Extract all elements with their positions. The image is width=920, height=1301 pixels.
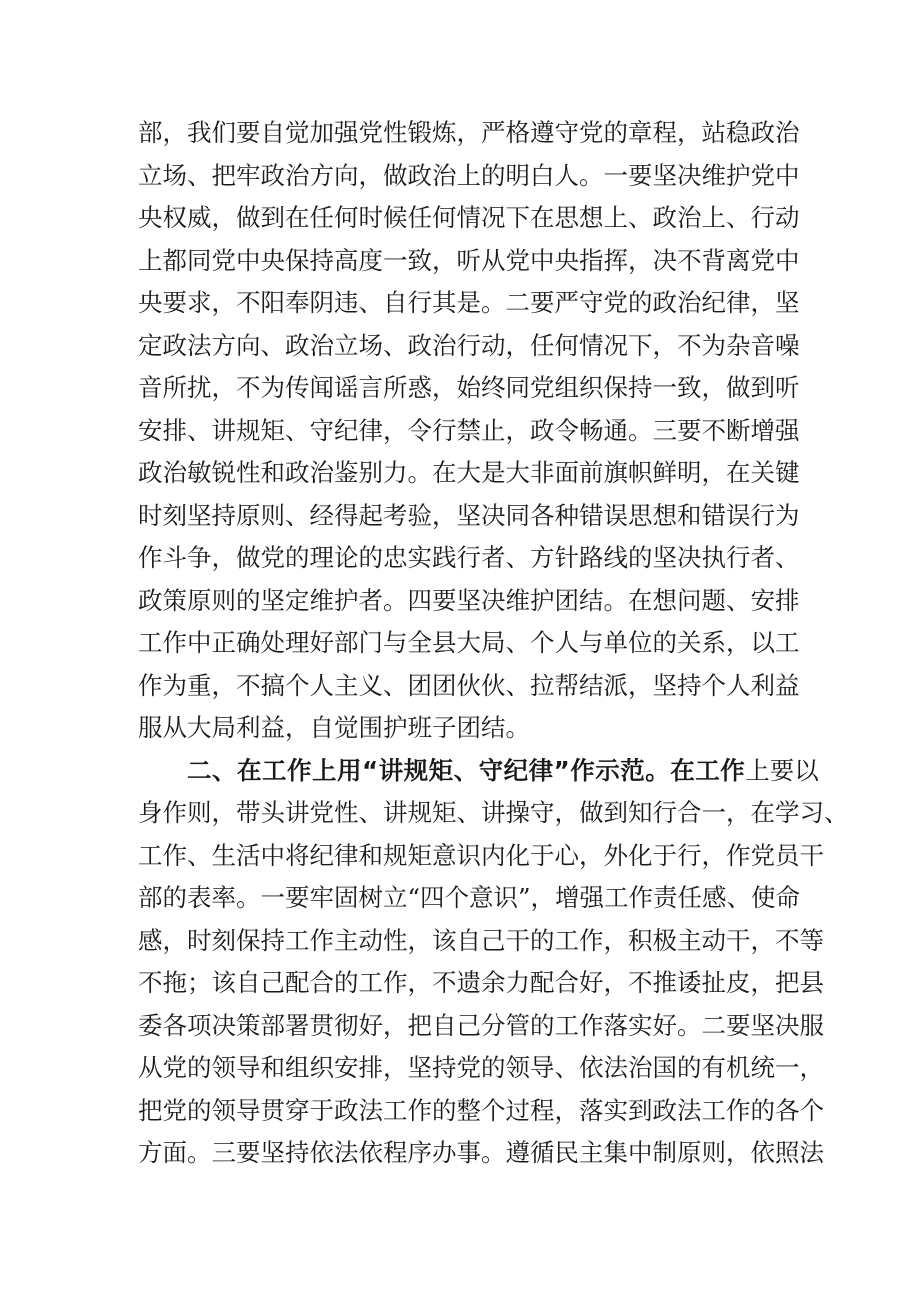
text-line: 委各项决策部署贯彻好，把自己分管的工作落实好。二要坚决服 [138, 1010, 824, 1040]
text-line: 音所扰，不为传闻谣言所惑，始终同党组织保持一致，做到听 [138, 373, 800, 402]
text-line: 政治敏锐性和政治鉴别力。在大是大非面前旗帜鲜明，在关键 [138, 458, 800, 487]
text-line: 定政法方向、政治立场、政治行动，任何情况下，不为杂音噪 [138, 330, 800, 360]
text-line: 从党的领导和组织安排，坚持党的领导、依法治国的有机统一， [138, 1053, 824, 1082]
paragraph-1 [138, 112, 800, 750]
text-line: 上都同党中央保持高度一致，听从党中央指挥，决不背离党中 [138, 245, 800, 275]
text-line: 作斗争，做党的理论的忠实践行者、方针路线的坚决执行者、 [138, 543, 800, 572]
text-line: 工作中正确处理好部门与全县大局、个人与单位的关系，以工 [138, 628, 800, 657]
section-heading-line [138, 750, 819, 793]
text-line: 把党的领导贯穿于政法工作的整个过程，落实到政法工作的各个 [138, 1095, 824, 1125]
text-line: 部，我们要自觉加强党性锻炼，严格遵守党的章程，站稳政治 [138, 118, 800, 147]
text-line: 央权威，做到在任何时候任何情况下在思想上、政治上、行动 [138, 203, 800, 232]
text-line: 央要求，不阳奉阴违、自行其是。二要严守党的政治纪律，坚 [138, 288, 800, 317]
paragraph-2 [138, 750, 849, 1175]
text-line: 感，时刻保持工作主动性，该自己干的工作，积极主动干，不等 [138, 925, 824, 955]
document-body [138, 112, 849, 1175]
heading-line-rest: 上要以 [745, 755, 819, 785]
text-line: 作为重，不搞个人主义、团团伙伙、拉帮结派，坚持个人利益 [138, 670, 800, 700]
text-line: 不拖；该自己配合的工作，不遗余力配合好，不推诿扯皮，把县 [138, 968, 824, 997]
text-line: 立场、把牢政治方向，做政治上的明白人。一要坚决维护党中 [138, 160, 800, 190]
text-line: 政策原则的坚定维护者。四要坚决维护团结。在想问题、安排 [138, 585, 800, 615]
section-heading: 二、在工作上用“讲规矩、守纪律”作示范。在工作 [187, 755, 746, 785]
text-line: 服从大局利益，自觉围护班子团结。 [138, 713, 530, 742]
text-line: 时刻坚持原则、经得起考验，坚决同各种错误思想和错误行为 [138, 500, 800, 530]
text-line: 身作则，带头讲党性、讲规矩、讲操守，做到知行合一，在学习、 [138, 798, 849, 827]
text-line: 工作、生活中将纪律和规矩意识内化于心，外化于行，作党员干 [138, 840, 824, 870]
text-line: 方面。三要坚持依法依程序办事。遵循民主集中制原则，依照法 [138, 1138, 824, 1167]
text-line: 部的表率。一要牢固树立“四个意识”，增强工作责任感、使命 [138, 883, 801, 912]
text-line: 安排、讲规矩、守纪律，令行禁止，政令畅通。三要不断增强 [138, 415, 800, 445]
